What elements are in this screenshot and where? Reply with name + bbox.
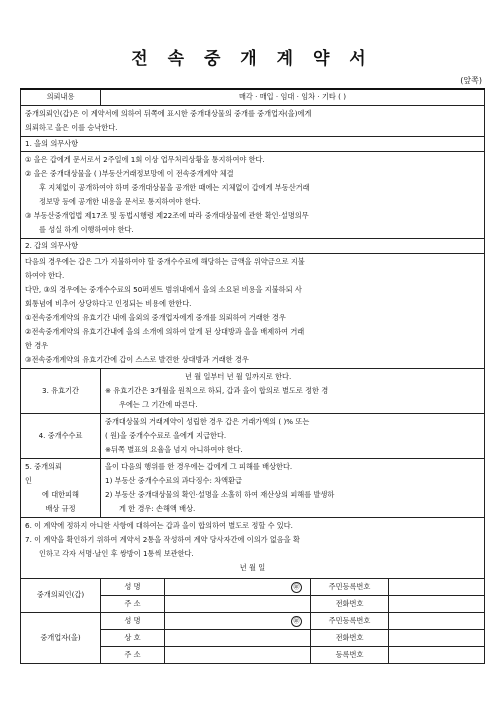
fee-line: ※뒤쪽 별표의 요율을 넘지 아니하여야 한다. <box>105 444 243 454</box>
client-addr-field[interactable] <box>165 595 311 612</box>
clause-7-line: 7. 이 계약을 확인하기 위하여 계약서 2통을 작성하여 계약 당사자간에 이의가 없음을 확 <box>25 534 300 544</box>
broker-addr-field[interactable] <box>165 646 311 663</box>
broker-firm-field[interactable] <box>165 629 311 646</box>
client-id-field[interactable] <box>389 578 485 595</box>
seal-icon: ㊞ <box>291 616 302 627</box>
duty-a-line: 다만, ③의 경우에는 중개수수료의 50퍼센트 범위내에서 을의 소요된 비용을 지불하되 사 <box>25 284 302 294</box>
document-title: 전 속 중 개 계 약 서 <box>131 49 373 69</box>
term-text <box>101 368 485 413</box>
term-line: ※ 유효기간은 3개월을 원칙으로 하되, 갑과 을이 합의로 별도로 정한 경 <box>105 385 329 395</box>
duty-b-heading: 1. 을의 의무사항 <box>21 136 485 151</box>
clause-6: 6. 이 계약에 정하지 아니한 사항에 대하여는 갑과 을이 합의하여 별도로 정할 수 있다. <box>25 520 293 530</box>
duty-a-line: 한 경우 <box>25 340 49 350</box>
broker-name-label: 성 명 <box>101 612 165 629</box>
request-label: 의뢰내용 <box>21 89 101 105</box>
broker-reg-field[interactable] <box>389 646 485 663</box>
term-line: 우에는 그 기간에 따른다. <box>119 399 198 409</box>
broker-name-field[interactable] <box>165 612 311 629</box>
intro-row <box>21 105 485 136</box>
duty-b-line: 정보망 등에 공개한 내용을 문서로 통지하여야 한다. <box>39 196 201 206</box>
closing-row <box>21 517 485 578</box>
duty-b-row <box>21 151 485 238</box>
fee-row <box>21 413 485 458</box>
broker-phone-field[interactable] <box>389 629 485 646</box>
contract-date: 년 월 일 <box>239 562 266 572</box>
fee-label: 4. 중개수수료 <box>21 413 101 458</box>
client-name-field[interactable] <box>165 578 311 595</box>
broker-phone-label: 전화번호 <box>311 629 389 646</box>
contract-table <box>20 88 485 664</box>
duty-a-line: ②전속중개계약의 유효기간내에 을의 소개에 의하여 알게 된 상대방과 을을 배제하여 거래 <box>25 326 305 336</box>
liability-line: 1) 부동산 중개수수료의 과다징수: 차액환급 <box>105 475 242 485</box>
broker-addr-label: 주 소 <box>101 646 165 663</box>
request-options: 매각 · 매입 · 임대 · 임차 · 기타 ( ) <box>101 89 485 105</box>
liability-label-line: 배상 규정 <box>45 503 76 513</box>
broker-id-field[interactable] <box>389 612 485 629</box>
liability-line: 2) 부동산 중개대상물의 확인·설명을 소홀히 하여 재산상의 피해를 발생하 <box>105 489 335 499</box>
intro-line: 중개의뢰인(갑)은 이 계약서에 의하여 뒤쪽에 표시한 중개대상물의 중개를 중개업자(을)에게 <box>25 108 312 118</box>
term-label: 3. 유효기간 <box>21 368 101 413</box>
liability-row <box>21 458 485 517</box>
term-row <box>21 368 485 413</box>
liability-label-line: 에 대한피해 <box>41 489 79 499</box>
request-row <box>21 89 485 105</box>
liability-line: 을이 다음의 행위를 한 경우에는 갑에게 그 피해를 배상한다. <box>105 461 293 471</box>
liability-label-line: 인 <box>25 475 32 485</box>
broker-name-row <box>21 612 485 629</box>
client-phone-field[interactable] <box>389 595 485 612</box>
client-phone-label: 전화번호 <box>311 595 389 612</box>
duty-a-line: 회통념에 비추어 상당하다고 인정되는 비용에 한한다. <box>25 298 192 308</box>
liability-text <box>101 458 485 517</box>
duty-a-line: 하여야 한다. <box>25 270 65 280</box>
liability-label-line: 5. 중개의뢰 <box>25 461 62 471</box>
liability-line: 게 한 경우: 손해액 배상. <box>119 503 196 513</box>
intro-text <box>21 105 485 136</box>
broker-id-label: 주민등록번호 <box>311 612 389 629</box>
duty-a-line: ①전속중개계약의 유효기간 내에 을외의 중개업자에게 중개를 의뢰하여 거래한 경우 <box>25 312 286 322</box>
closing-text <box>21 517 485 578</box>
duty-a-heading: 2. 갑의 의무사항 <box>21 238 485 253</box>
broker-firm-label: 상 호 <box>101 629 165 646</box>
client-name-label: 성 명 <box>101 578 165 595</box>
duty-a-heading-row <box>21 238 485 253</box>
fee-line: 중개대상물의 거래계약이 성립한 경우 갑은 거래가액의 ( )% 또는 <box>105 416 310 426</box>
broker-label: 중개업자(을) <box>21 612 101 663</box>
term-line: 년 월 일부터 년 월 일까지로 한다. <box>185 371 292 381</box>
fee-text <box>101 413 485 458</box>
duty-a-text <box>21 253 485 368</box>
duty-b-heading-row <box>21 136 485 151</box>
seal-icon: ㊞ <box>291 582 302 593</box>
intro-line: 의뢰하고 을은 이를 승낙한다. <box>25 122 118 132</box>
liability-label <box>21 458 101 517</box>
client-label: 중개의뢰인(갑) <box>21 578 101 612</box>
contract-form <box>20 88 484 664</box>
duty-a-line: ③전속중개계약의 유효기간에 갑이 스스로 발견한 상대방과 거래한 경우 <box>25 354 249 364</box>
client-name-row <box>21 578 485 595</box>
fee-line: ( 원)을 중개수수료로 을에게 지급한다. <box>105 430 227 440</box>
broker-reg-label: 등록번호 <box>311 646 389 663</box>
duty-b-line: 를 성실 하게 이행하여야 한다. <box>39 224 134 234</box>
duty-b-line: ③ 부동산중개업법 제17조 및 동법시행령 제22조에 따라 중개대상물에 관한 확인·설명의무 <box>25 210 309 220</box>
duty-a-line: 다음의 경우에는 갑은 그가 지불하여야 할 중개수수료에 해당하는 금액을 위약금으로 지불 <box>25 256 305 266</box>
client-id-label: 주민등록번호 <box>311 578 389 595</box>
duty-b-line: ① 을은 갑에게 문서로서 2주일에 1회 이상 업무처리상황을 통지하여야 한다. <box>25 154 265 164</box>
side-label: (앞쪽) <box>460 76 482 85</box>
duty-b-text <box>21 151 485 238</box>
duty-b-line: ② 을은 중개대상물을 ( )부동산거래정보망에 이 전속중개계약 체결 <box>25 168 234 178</box>
clause-7-line: 인하고 각자 서명·날인 후 쌍방이 1통씩 보관한다. <box>39 548 194 558</box>
duty-b-line: 후 지체없이 공개하여야 하며 중개대상물을 공개한 때에는 지체없이 갑에게 부동산거래 <box>39 182 310 192</box>
duty-a-row <box>21 253 485 368</box>
client-addr-label: 주 소 <box>101 595 165 612</box>
